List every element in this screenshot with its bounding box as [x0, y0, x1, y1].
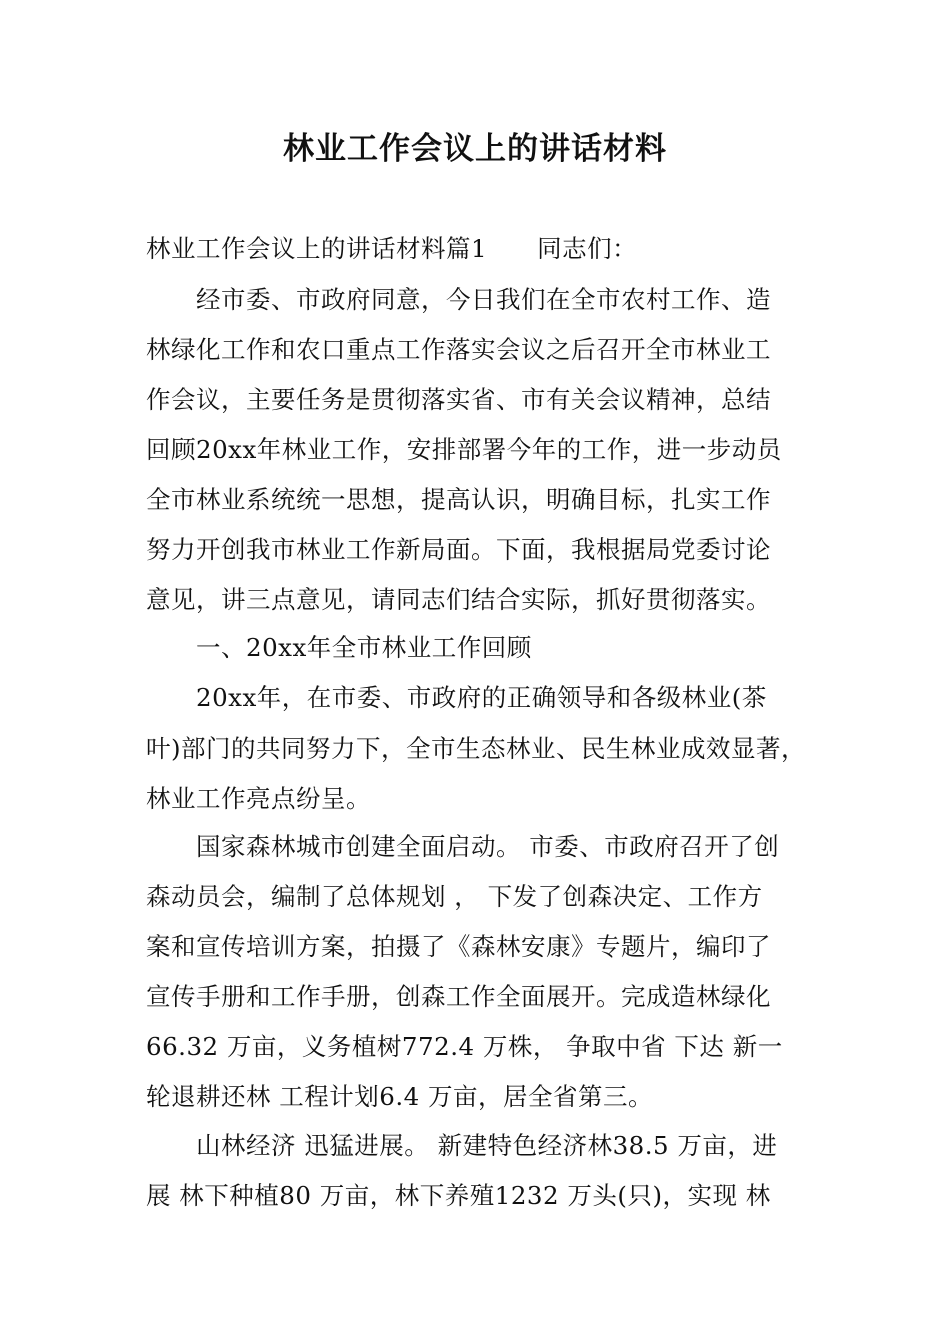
text-line: 林绿化工作和农口重点工作落实会议之后召开全市林业工: [146, 335, 771, 364]
text-line: 轮退耕还林 工程计划6.4 万亩，居全省第三。: [146, 1082, 654, 1111]
document-title: 林业工作会议上的讲话材料: [283, 131, 667, 167]
text-line: 叶)部门的共同努力下，全市生态林业、民生林业成效显著，: [146, 734, 807, 763]
text-line: 森动员会，编制了总体规划 ， 下发了创森决定、工作方: [146, 882, 763, 911]
text-line: 宣传手册和工作手册，创森工作全面展开。完成造林绿化: [146, 982, 771, 1011]
text-line: 20xx年，在市委、市政府的正确领导和各级林业(茶: [196, 683, 767, 712]
text-line: 作会议，主要任务是贯彻落实省、市有关会议精神，总结: [146, 385, 771, 414]
text-line: 山林经济 迅猛进展。 新建特色经济林38.5 万亩，进: [196, 1131, 778, 1160]
text-line: 回顾20xx年林业工作，安排部署今年的工作，进一步动员: [146, 435, 782, 464]
text-line: 展 林下种植80 万亩，林下养殖1232 万头(只)，实现 林: [146, 1181, 771, 1210]
text-line: 经市委、市政府同意，今日我们在全市农村工作、造: [196, 285, 771, 314]
text-line: 全市林业系统统一思想，提高认识，明确目标，扎实工作: [146, 485, 771, 514]
text-line: 林业工作亮点纷呈。: [146, 784, 371, 813]
text-line: 努力开创我市林业工作新局面。下面，我根据局党委讨论: [146, 535, 771, 564]
text-line: 国家森林城市创建全面启动。 市委、市政府召开了创: [196, 832, 780, 861]
text-line: 案和宣传培训方案，拍摄了《森林安康》专题片，编印了: [146, 932, 771, 961]
text-line: 66.32 万亩，义务植树772.4 万株， 争取中省 下达 新一: [146, 1032, 783, 1061]
section-heading: 一、20xx年全市林业工作回顾: [196, 633, 532, 662]
text-line: 林业工作会议上的讲话材料篇1 同志们：: [146, 234, 638, 263]
text-line: 意见，讲三点意见，请同志们结合实际，抓好贯彻落实。: [146, 585, 771, 614]
